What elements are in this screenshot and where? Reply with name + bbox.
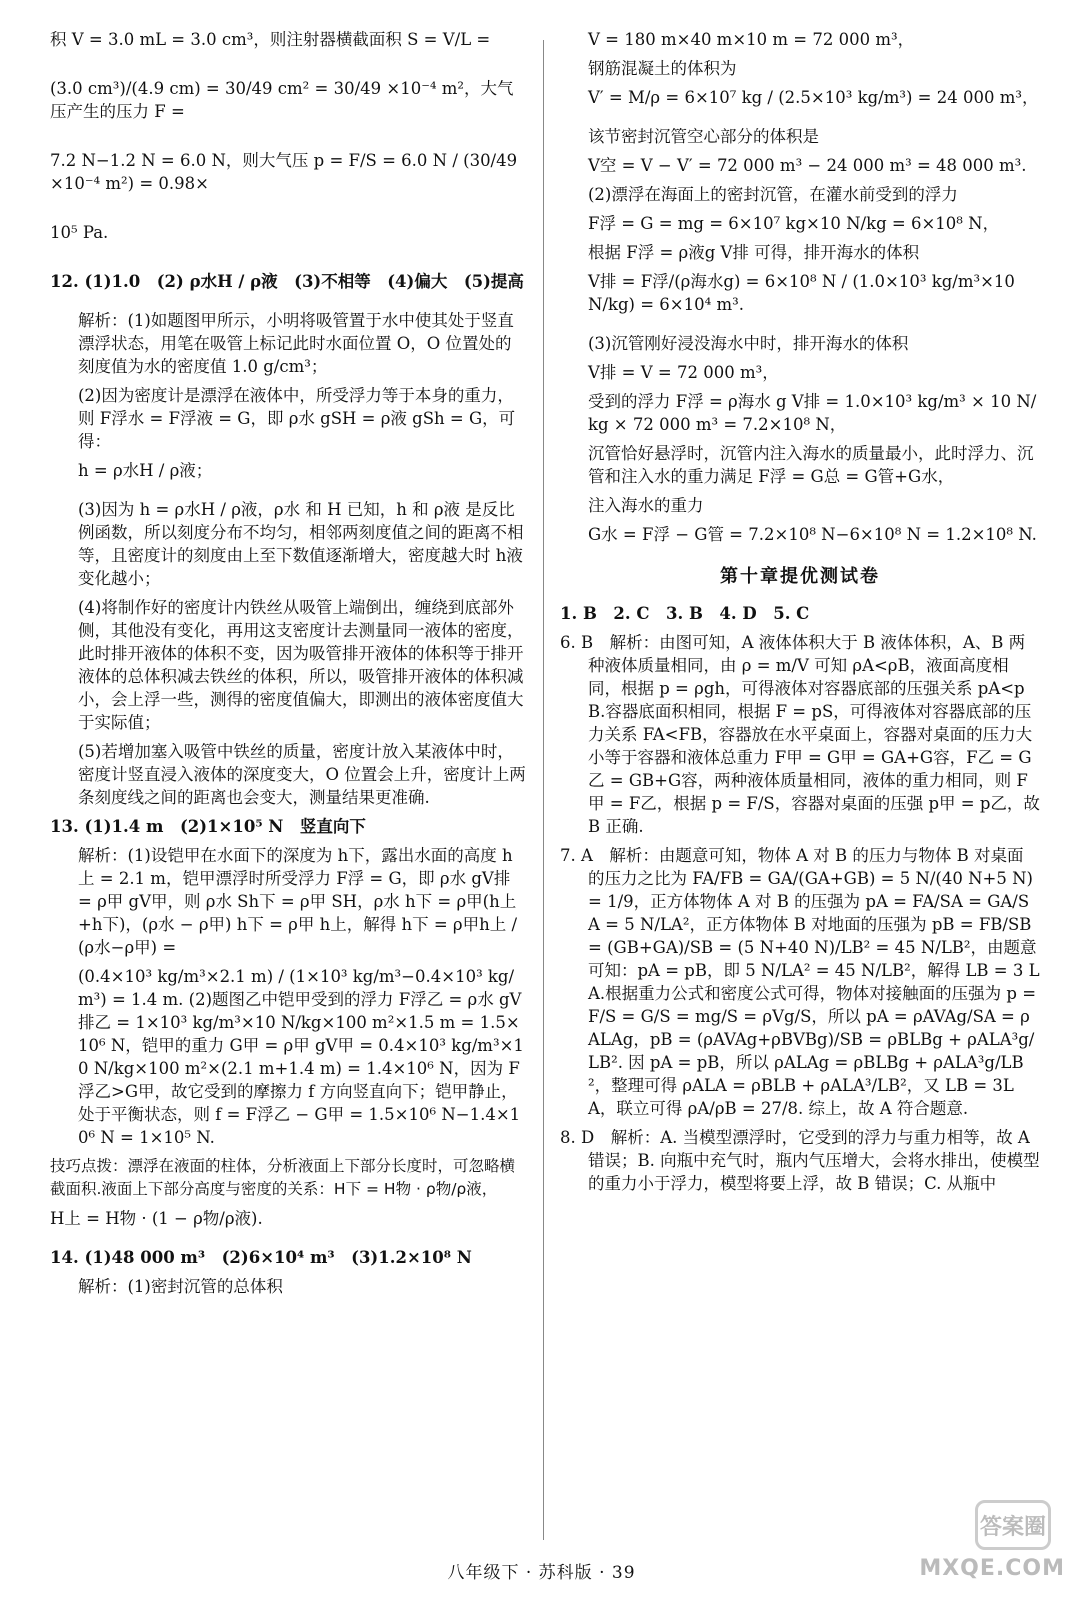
text-line: 12. (1)1.0 (2) ρ水H / ρ液 (3)不相等 (4)偏大 (5)提高 xyxy=(50,272,524,291)
text-line: F浮 = G = mg = 6×10⁷ kg×10 N/kg = 6×10⁸ N， xyxy=(588,214,1000,233)
left-column xyxy=(50,28,528,1298)
text-line: 注入海水的重力 xyxy=(588,496,704,515)
text-line: 6. B 解析：由图可知，A 液体体积大于 B 液体体积，A、B 两种液体质量相同，由 ρ = m/V 可知 ρA<ρB，液面高度相同，根据 p = ρgh，可得液体对容器底部的压强关系 pA<pB.容器底面积相同，根据 F = pS，可得液体对容器底部的压力关系 FA<FB，容器放在水平桌面上，容器对桌面的压力大小等于容器和液体总重力 F甲 = G甲 = GA+G容，F乙 = G乙 = GB+G容，两种液体质量相同，液体的重力相同，则 F甲 = F乙，根据 p = F/S，容器对桌面的压强 p甲 = p乙，故 B 正确. xyxy=(560,633,1040,836)
text-line: 14. (1)48 000 m³ (2)6×10⁴ m³ (3)1.2×10⁸ N xyxy=(50,1248,472,1267)
text-line: 根据 F浮 = ρ液g V排 可得，排开海水的体积 xyxy=(588,243,920,262)
text-line: h = ρ水H / ρ液； xyxy=(78,461,213,480)
text-line: (3.0 cm³)/(4.9 cm) = 30/49 cm² = 30/49 ×10⁻⁴ m²，大气压产生的压力 F = xyxy=(50,79,514,121)
text-line: (4)将制作好的密度计内铁丝从吸管上端倒出，缠绕到底部外侧，其他没有变化，再用这支密度计去测量同一液体的密度，此时排开液体的体积不变，因为吸管排开液体的体积等于排开液体的总体积减去铁丝的体积，所以，吸管排开液体的体积减小，会上浮一些，测得的密度值偏大，即测出的液体密度值大于实际值； xyxy=(78,598,524,732)
text-line: V排 = V = 72 000 m³， xyxy=(588,363,779,382)
text-line: 钢筋混凝土的体积为 xyxy=(588,59,737,78)
text-line: (3)沉管刚好浸没海水中时，排开海水的体积 xyxy=(588,334,909,353)
text-line: (2)因为密度计是漂浮在液体中，所受浮力等于本身的重力，则 F浮水 = F浮液 = G，即 ρ水 gSH = ρ液 gSh = G，可得： xyxy=(78,386,516,451)
text-line: 技巧点拨：漂浮在液面的柱体，分析液面上下部分长度时，可忽略横截面积.液面上下部分高度与密度的关系：H下 = H物 · ρ物/ρ液， xyxy=(50,1157,516,1198)
watermark-badge: 答案圈 xyxy=(975,1500,1051,1550)
watermark-url: MXQE.COM xyxy=(919,1556,1065,1581)
text-line: G水 = F浮 − G管 = 7.2×10⁸ N−6×10⁸ N = 1.2×10⁸ N. xyxy=(588,525,1037,544)
text-line: V空 = V − V′ = 72 000 m³ − 24 000 m³ = 48 000 m³. xyxy=(588,156,1027,175)
text-line: 8. D 解析：A. 当模型漂浮时，它受到的浮力与重力相等，故 A 错误；B. 向瓶中充气时，瓶内气压增大，会将水排出，使模型的重力小于浮力，模型将要上浮，故 B 错误；C. 从瓶中 xyxy=(560,1128,1040,1193)
text-line: 沉管恰好悬浮时，沉管内注入海水的质量最小，此时浮力、沉管和注入水的重力满足 F浮 = G总 = G管+G水， xyxy=(588,444,1034,486)
text-line: V排 = F浮/(ρ海水g) = 6×10⁸ N / (1.0×10³ kg/m³×10 N/kg) = 6×10⁴ m³. xyxy=(588,272,1015,314)
text-line: V′ = M/ρ = 6×10⁷ kg / (2.5×10³ kg/m³) = 24 000 m³， xyxy=(588,88,1039,107)
page-footer: 八年级下 · 苏科版 · 39 xyxy=(447,1563,636,1583)
text-line: 7.2 N−1.2 N = 6.0 N，则大气压 p = F/S = 6.0 N / (30/49 ×10⁻⁴ m²) = 0.98× xyxy=(50,151,518,193)
text-line: 1. B 2. C 3. B 4. D 5. C xyxy=(560,604,810,623)
text-line: 7. A 解析：由题意可知，物体 A 对 B 的压力与物体 B 对桌面的压力之比为 FA/FB = GA/(GA+GB) = 5 N/(40 N+5 N) = 1/9，正方体物体 A 对 B 的压强为 pA = FA/SA = GA/SA = 5 N/LA²，正方体物体 B 对地面的压强为 pB = FB/SB = (GB+GA)/SB = (5 N+40 N)/LB² = 45 N/LB²，由题意可知：pA = pB，即 5 N/LA² = 45 N/LB²，解得 LB = 3 LA.根据重力公式和密度公式可得，物体对接触面的压强为 p = F/S = G/S = mg/S = ρVg/S，所以 pA = ρAVAg/SA = ρALAg，pB = (ρAVAg+ρBVBg)/SB = ρBLBg + ρALA³g/LB². 因 pA = pB，所以 ρALAg = ρBLBg + ρALA³g/LB²，整理可得 ρALA = ρBLB + ρALA³/LB²，又 LB = 3LA，联立可得 ρA/ρB = 27/8. 综上，故 A 符合题意. xyxy=(560,846,1040,1118)
text-line: 10⁵ Pa. xyxy=(50,223,109,242)
column-divider xyxy=(543,40,544,1540)
text-line: 13. (1)1.4 m (2)1×10⁵ N 竖直向下 xyxy=(50,817,366,836)
text-line: 受到的浮力 F浮 = ρ海水 g V排 = 1.0×10³ kg/m³ × 10 N/kg × 72 000 m³ = 7.2×10⁸ N， xyxy=(588,392,1037,434)
text-line: (3)因为 h = ρ水H / ρ液，ρ水 和 H 已知，h 和 ρ液 是反比例函数，所以刻度分布不均匀，相邻两刻度值之间的距离不相等，且密度计的刻度由上至下数值逐渐增大，密度越大时 h液 变化越小； xyxy=(78,500,524,588)
text-line: (0.4×10³ kg/m³×2.1 m) / (1×10³ kg/m³−0.4×10³ kg/m³) = 1.4 m. (2)题图乙中铠甲受到的浮力 F浮乙 = ρ水 gV排乙 = 1×10³ kg/m³×10 N/kg×100 m²×1.5 m = 1.5×10⁶ N，铠甲的重力 G甲 = ρ甲 gV甲 = 0.4×10³ kg/m³×10 N/kg×100 m²×(2.1 m+1.4 m) = 1.4×10⁶ N，因为 F浮乙>G甲，故它受到的摩擦力 f 方向竖直向下；铠甲静止，处于平衡状态，则 f = F浮乙 − G甲 = 1.5×10⁶ N−1.4×10⁶ N = 1×10⁵ N. xyxy=(78,967,524,1147)
test-answers xyxy=(560,602,1040,1195)
right-column xyxy=(560,28,1040,1195)
text-line: 解析：(1)密封沉管的总体积 xyxy=(78,1277,283,1296)
text-line: 该节密封沉管空心部分的体积是 xyxy=(588,127,819,146)
text-line: H上 = H物 · (1 − ρ物/ρ液). xyxy=(50,1209,263,1228)
text-line: 积 V = 3.0 mL = 3.0 cm³，则注射器横截面积 S = V/L = xyxy=(50,30,491,49)
watermark-logo xyxy=(915,1500,1065,1582)
chapter-heading: 第十章提优测试卷 xyxy=(720,566,880,587)
text-line: V = 180 m×40 m×10 m = 72 000 m³， xyxy=(588,30,915,49)
text-line: 解析：(1)如题图甲所示，小明将吸管置于水中使其处于竖直漂浮状态，用笔在吸管上标记此时水面位置 O，O 位置处的刻度值为水的密度值 1.0 g/cm³； xyxy=(78,311,514,376)
text-line: (5)若增加塞入吸管中铁丝的质量，密度计放入某液体中时，密度计竖直浸入液体的深度变大，O 位置会上升，密度计上两条刻度线之间的距离也会变大，测量结果更准确. xyxy=(78,742,526,807)
right-continuation xyxy=(560,28,1040,546)
text-line: (2)漂浮在海面上的密封沉管，在灌水前受到的浮力 xyxy=(588,185,958,204)
text-line: 解析：(1)设铠甲在水面下的深度为 h下，露出水面的高度 h上 = 2.1 m，铠甲漂浮时所受浮力 F浮 = G，即 ρ水 gV排 = ρ甲 gV甲，则 ρ水 Sh下 = ρ甲 SH，ρ水 h下 = ρ甲(h上+h下)，(ρ水 − ρ甲) h下 = ρ甲 h上，解得 h下 = ρ甲h上 / (ρ水−ρ甲) = xyxy=(78,846,518,957)
